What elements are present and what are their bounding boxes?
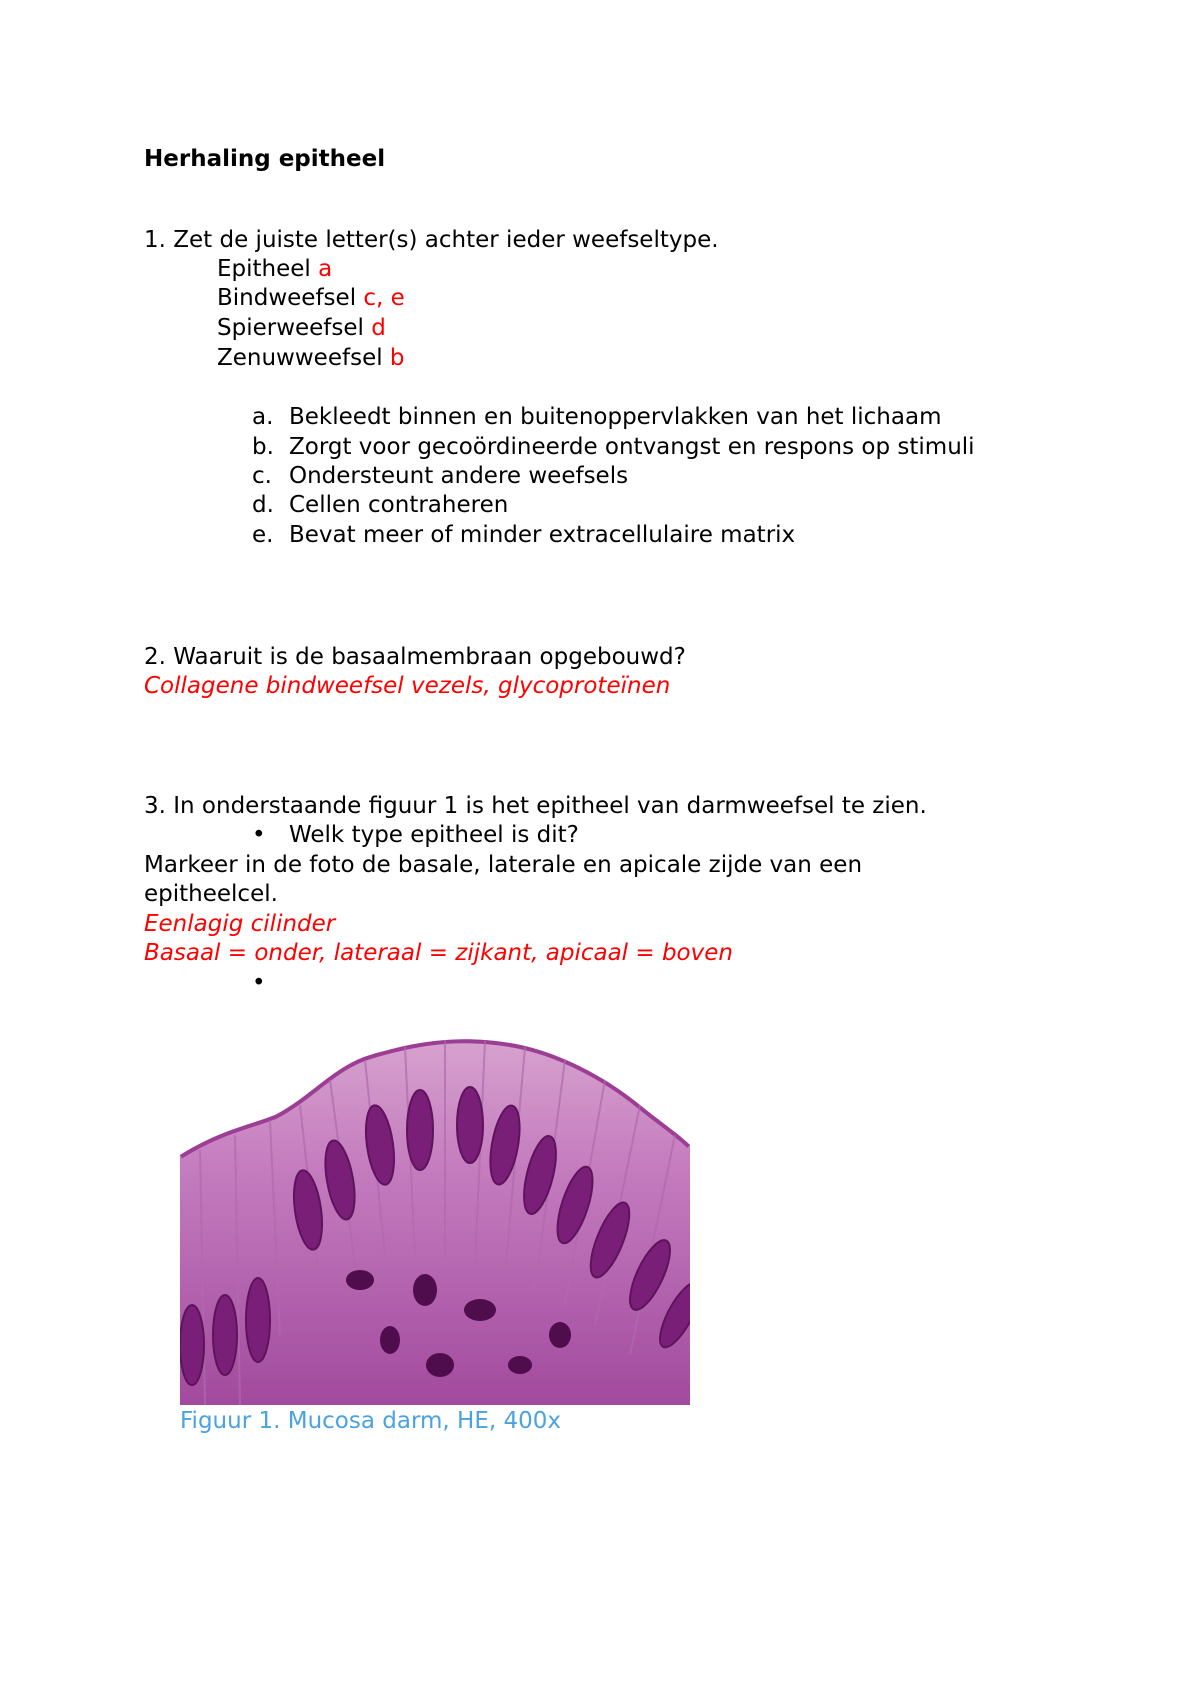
option-letter: a.: [252, 404, 274, 430]
tissue-name: Zenuwweefsel: [217, 345, 383, 371]
tissue-line: [217, 258, 332, 281]
option-letter: e.: [252, 522, 274, 548]
tissue-answer: c, e: [363, 285, 405, 311]
histology-image: [180, 1035, 690, 1405]
tissue-answer: b: [389, 345, 405, 371]
tissue-name: Spierweefsel: [217, 315, 364, 341]
option-letter: b.: [252, 434, 274, 460]
option-text: Bevat meer of minder extracellulaire matrix: [289, 522, 796, 548]
figure-caption: Figuur 1. Mucosa darm, HE, 400x: [180, 1408, 561, 1434]
answer-3-sides: Basaal = onder, lateraal = zijkant, apicaal = boven: [144, 940, 733, 966]
tissue-line: [217, 317, 386, 340]
tissue-line: [217, 347, 405, 370]
option-text: Bekleedt binnen en buitenoppervlakken van het lichaam: [289, 404, 942, 430]
instruction-line: epitheelcel.: [144, 881, 278, 907]
tissue-name: Bindweefsel: [217, 285, 357, 311]
page-title: Herhaling epitheel: [144, 146, 386, 172]
bullet-text: Welk type epitheel is dit?: [289, 822, 579, 848]
bullet-icon: •: [252, 970, 266, 996]
question-2: 2. Waaruit is de basaalmembraan opgebouwd?: [144, 644, 686, 670]
question-1: 1. Zet de juiste letter(s) achter ieder weefseltype.: [144, 227, 719, 253]
option-letter: d.: [252, 492, 274, 518]
tissue-line: [217, 287, 405, 310]
option-letter: c.: [252, 463, 272, 489]
bullet-icon: •: [252, 822, 266, 848]
answer-3-type: Eenlagig cilinder: [144, 911, 336, 937]
tissue-answer: d: [371, 315, 386, 341]
question-3: 3. In onderstaande figuur 1 is het epitheel van darmweefsel te zien.: [144, 793, 927, 819]
answer-2: Collagene bindweefsel vezels, glycoproteïnen: [144, 673, 671, 699]
tissue-name: Epitheel: [217, 256, 311, 282]
option-text: Ondersteunt andere weefsels: [289, 463, 629, 489]
instruction-line: Markeer in de foto de basale, laterale en apicale zijde van een: [144, 852, 863, 878]
option-text: Cellen contraheren: [289, 492, 509, 518]
tissue-answer: a: [318, 256, 333, 282]
option-text: Zorgt voor gecoördineerde ontvangst en respons op stimuli: [289, 434, 975, 460]
